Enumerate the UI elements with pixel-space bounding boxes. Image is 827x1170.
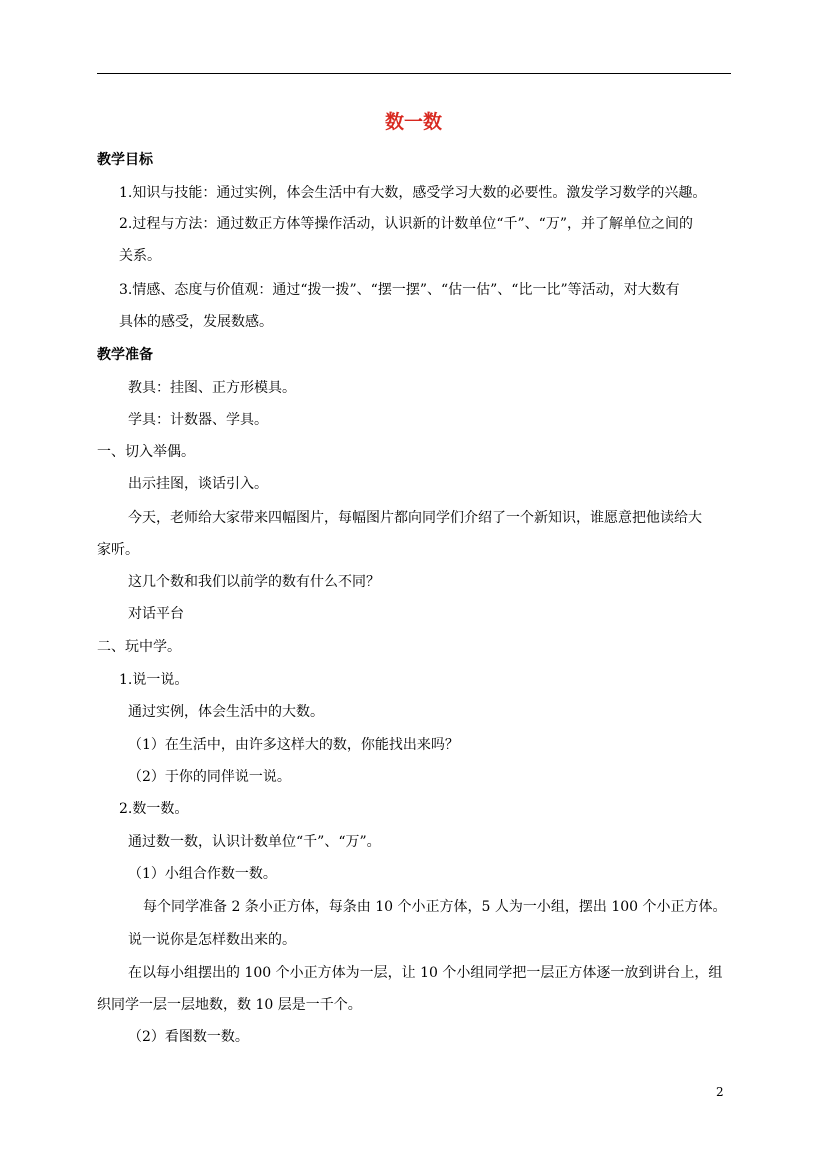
part2-sub2-q1-detail: 每个同学准备 2 条小正方体，每条由 10 个小正方体，5 人为一小组，摆出 100 个小正方体。	[143, 899, 727, 915]
part2-sub2-q1-ask: 说一说你是怎样数出来的。	[128, 932, 296, 948]
objective-2-line-a: 2.过程与方法：通过数正方体等操作活动，认识新的计数单位“千”、“万”，并了解单位之间的	[119, 216, 693, 232]
part1-line-4: 对话平台	[128, 606, 184, 622]
part2-sub2-q1-more-b: 织同学一层一层地数，数 10 层是一千个。	[97, 997, 362, 1013]
part1-line-1: 出示挂图，谈话引入。	[128, 476, 268, 492]
part2-heading: 二、玩中学。	[97, 639, 181, 655]
header-rule	[97, 73, 731, 74]
objectives-heading: 教学目标	[97, 152, 153, 168]
part2-sub2-q1: （1）小组合作数一数。	[128, 866, 277, 882]
part2-sub1-q1: （1）在生活中，由许多这样大的数，你能找出来吗？	[128, 737, 459, 753]
document-title: 数一数	[384, 111, 442, 133]
prep-teacher: 教具：挂图、正方形模具。	[128, 380, 296, 396]
part2-sub1: 1.说一说。	[119, 672, 189, 688]
preparation-heading: 教学准备	[97, 347, 153, 363]
part1-line-2a: 今天，老师给大家带来四幅图片，每幅图片都向同学们介绍了一个新知识，谁愿意把他读给大	[128, 510, 702, 526]
prep-student: 学具：计数器、学具。	[128, 412, 268, 428]
page-number: 2	[716, 1085, 724, 1099]
objective-3-line-a: 3.情感、态度与价值观：通过“拨一拨”、“摆一摆”、“估一估”、“比一比”等活动，对大数有	[119, 282, 680, 298]
objective-1: 1.知识与技能：通过实例，体会生活中有大数，感受学习大数的必要性。激发学习数学的兴趣。	[119, 185, 707, 201]
objective-3-line-b: 具体的感受，发展数感。	[119, 314, 273, 330]
part1-line-2b: 家听。	[97, 542, 139, 558]
part2-sub2: 2.数一数。	[119, 801, 189, 817]
part2-sub1-q2: （2）于你的同伴说一说。	[128, 769, 291, 785]
part2-sub2-line-1: 通过数一数，认识计数单位“千”、“万”。	[128, 834, 381, 850]
objective-2-line-b: 关系。	[119, 248, 161, 264]
part1-heading: 一、切入举偶。	[97, 444, 195, 460]
part2-sub1-line-1: 通过实例，体会生活中的大数。	[128, 704, 324, 720]
part1-line-3: 这几个数和我们以前学的数有什么不同？	[128, 574, 380, 590]
part2-sub2-q1-more-a: 在以每小组摆出的 100 个小正方体为一层，让 10 个小组同学把一层正方体逐一放到讲台上，组	[128, 965, 723, 981]
part2-sub2-q2: （2）看图数一数。	[128, 1029, 249, 1045]
